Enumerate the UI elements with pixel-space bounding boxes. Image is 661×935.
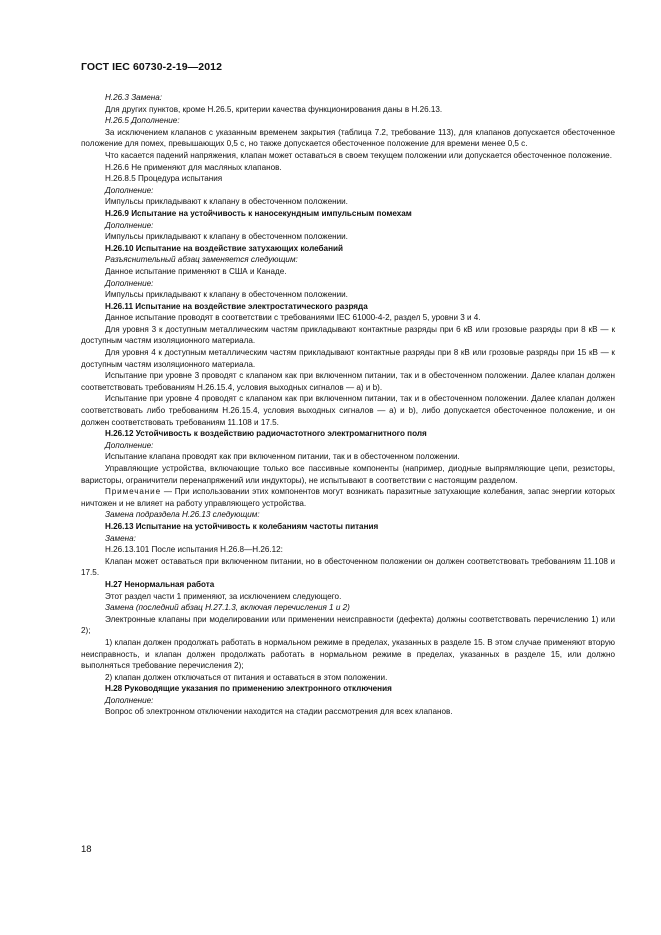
paragraph: Н.26.5 Дополнение: — [105, 116, 180, 126]
paragraph: 2) клапан должен отключаться от питания и оставаться в этом положении. — [105, 672, 388, 682]
paragraph: Импульсы прикладывают к клапану в обесточенном положении. — [105, 197, 348, 207]
paragraph: Импульсы прикладывают к клапану в обесточенном положении. — [105, 290, 348, 300]
paragraph: Этот раздел части 1 применяют, за исключением следующего. — [105, 591, 342, 601]
paragraph: Электронные клапаны при моделировании или применении неисправности (дефекта) должны соответствовать перечислению 1) или 2); — [81, 614, 615, 636]
paragraph: Импульсы прикладывают к клапану в обесточенном положении. — [105, 232, 348, 242]
paragraph: За исключением клапанов с указанным временем закрытия (таблица 7.2, требование 113), для клапанов допускается обесточенное положение для помех, превышающих 0,5 с, но также допускается обесточенное положение для времени менее 0,5 с. — [81, 127, 615, 149]
paragraph: Н.26.8.5 Процедура испытания — [105, 174, 223, 184]
paragraph: Для уровня 4 к доступным металлическим частям прикладывают контактные разряды при 8 кВ или грозовые разряды при 15 кВ — к доступным частям изоляционного материала. — [81, 348, 615, 369]
paragraph: Данное испытание применяют в США и Канаде. — [105, 266, 287, 276]
paragraph: Клапан может оставаться при включенном питании, но в обесточенном положении он должен соответствовать требованиям 11.108 и 17.5. — [81, 556, 615, 578]
paragraph: Управляющие устройства, включающие только все пассивные компоненты (например, диодные выпрямляющие цепи, резисторы, варисторы, ограничители перенапряжений или индукторы), не испытывают в соответствии с настоящим разделом. — [81, 464, 615, 485]
paragraph: Замена: — [105, 533, 136, 543]
paragraph: Замена подраздела Н.26.13 следующим: — [105, 510, 260, 520]
paragraph: Замена (последний абзац Н.27.1.3, включая перечисления 1 и 2) — [105, 603, 350, 613]
section-heading: Н.26.10 Испытание на воздействие затухающих колебаний — [105, 243, 343, 253]
section-heading: Н.26.12 Устойчивость к воздействию радиочастотного электромагнитного поля — [105, 429, 427, 439]
paragraph: Н.26.6 Не применяют для масляных клапанов. — [105, 162, 282, 172]
paragraph: Дополнение: — [105, 278, 154, 288]
paragraph: Данное испытание проводят в соответствии с требованиями IEC 61000-4-2, раздел 5, уровни 3 и 4. — [105, 313, 481, 323]
paragraph: Дополнение: — [105, 440, 154, 450]
paragraph: Н.26.13.101 После испытания Н.26.8—Н.26.12: — [105, 545, 283, 555]
section-heading: Н.26.13 Испытание на устойчивость к колебаниям частоты питания — [105, 521, 379, 531]
paragraph: Дополнение: — [105, 185, 154, 195]
paragraph: Дополнение: — [105, 220, 154, 230]
section-heading: Н.26.9 Испытание на устойчивость к наносекундным импульсным помехам — [105, 208, 412, 218]
paragraph: Для других пунктов, кроме Н.26.5, критерии качества функционирования даны в Н.26.13. — [105, 104, 443, 114]
paragraph: Дополнение: — [105, 695, 154, 705]
paragraph: Что касается падений напряжения, клапан может оставаться в своем текущем положении или допускается обесточенное положение. — [105, 150, 612, 160]
document-body — [81, 92, 615, 718]
paragraph: Для уровня 3 к доступным металлическим частям прикладывают контактные разряды при 6 кВ или грозовые разряды при 8 кВ — к доступным частям изоляционного материала. — [81, 324, 615, 346]
note-text: — При использовании этих компонентов могут возникать паразитные затухающие колебания, запас энергии которых ничтожен и не влияет на работу управляющего устройства. — [81, 487, 615, 508]
paragraph: Вопрос об электронном отключении находится на стадии рассмотрения для всех клапанов. — [105, 707, 453, 717]
paragraph: Н.26.3 Замена: — [105, 93, 163, 102]
section-heading: Н.27 Ненормальная работа — [105, 579, 215, 589]
section-heading: Н.26.11 Испытание на воздействие электростатического разряда — [105, 301, 368, 311]
page-number: 18 — [81, 844, 92, 855]
paragraph: Испытание клапана проводят как при включенном питании, так и в обесточенном положении. — [105, 452, 460, 462]
section-heading: Н.28 Руководящие указания по применению электронного отключения — [105, 684, 392, 694]
document-header: ГОСТ IEC 60730-2-19—2012 — [81, 61, 223, 73]
paragraph: 1) клапан должен продолжать работать в нормальном режиме в пределах, указанных в разделе 15. В этом случае применяют вторую неисправность, и клапан должен продолжать работать в нормальном режиме в пределах, указанных в разделе 15, или должно выполняться требование перечисления 2); — [81, 637, 615, 671]
note-label: Примечание — [105, 487, 162, 497]
paragraph: Испытание при уровне 4 проводят с клапаном как при включенном питании, так и в обесточенном положении. Далее клапан должен соответствовать либо требованиям Н.26.15.4, условия выходных сигналов — а) и b), либо допускается обесточенное положение, и он должен соответствовать требованиям 11.108 и 17.5. — [81, 394, 615, 427]
paragraph: Испытание при уровне 3 проводят с клапаном как при включенном питании, так и в обесточенном положении. Далее клапан должен соответствовать требованиям Н.26.15.4, условия выходных сигналов — а) и b). — [81, 371, 615, 392]
paragraph: Разъяснительный абзац заменяется следующим: — [105, 255, 298, 265]
note — [81, 486, 615, 509]
